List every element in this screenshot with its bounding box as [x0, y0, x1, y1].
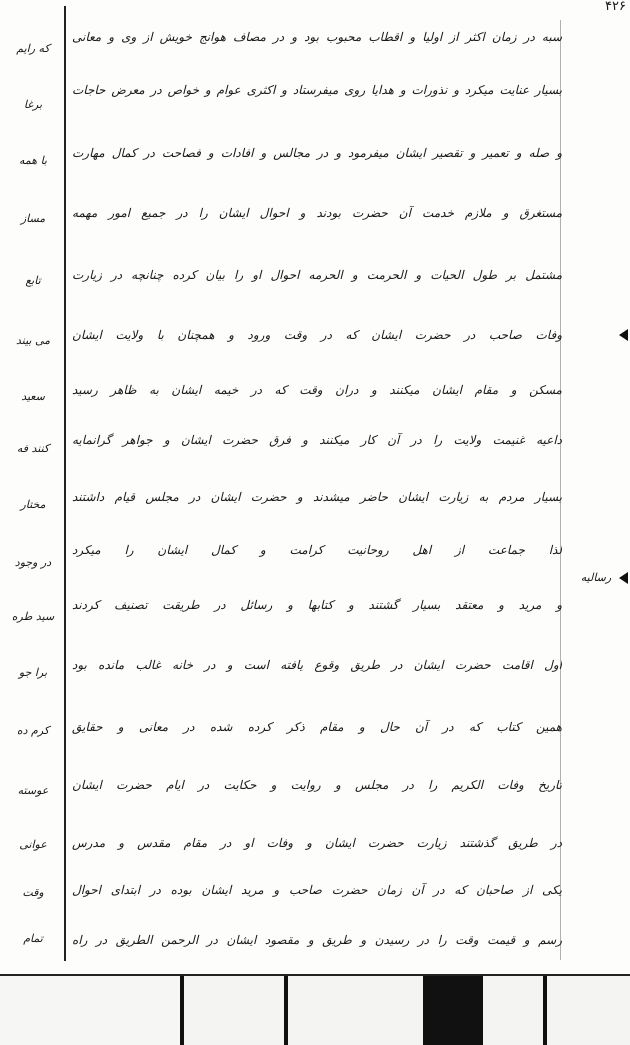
text-line-2: بسیار عنایت میکرد و نذورات و هدایا روی میفرستاد و اکثری عوام و خواص در معرض حاجات [72, 83, 562, 97]
margin-catchword-8: کنند فه [16, 442, 50, 455]
text-line-8: داعیه غنیمت ولایت را در آن کار میکنند و فرق حضرت ایشان و جواهر گرانمایه [72, 433, 562, 447]
margin-arrow-mark-1 [619, 329, 628, 341]
text-line-6: وفات صاحب در حضرت ایشان که در وقت ورود و همچنان با ولایت ایشان [72, 328, 562, 342]
text-line-1: سبه در زمان اکثر از اولیا و اقطاب محبوب بود و در مصاف هوانج خویش از وی و معانی [72, 30, 562, 44]
binding-segment [288, 976, 423, 1045]
margin-catchword-17: تمام [23, 932, 43, 945]
binding-segment [547, 976, 630, 1045]
binding-segment [483, 976, 543, 1045]
page-bottom-edge [0, 966, 630, 1045]
text-line-11: و مرید و معتقد بسیار گشتند و کتابها و رسائل در طریقت تصنیف کردند [72, 598, 562, 612]
page-number: ۴۲۶ [605, 0, 626, 14]
margin-catchword-10: در وجود [14, 556, 52, 569]
text-line-7: مسکن و مقام ایشان میکنند و دران وقت که در خیمه ایشان به ظاهر رسید [72, 383, 562, 397]
margin-catchword-6: می بیند [15, 334, 51, 347]
margin-catchword-7: سعید [21, 390, 45, 403]
text-line-9: بسیار مردم به زیارت ایشان حاضر میشدند و حضرت ایشان در مجلس قیام داشتند [72, 490, 562, 504]
text-line-13: همین کتاب که در آن حال و مقام ذکر کرده شده در معانی و حقایق [72, 720, 562, 734]
margin-catchword-14: عوسته [17, 784, 49, 797]
margin-catchword-3: با همه [19, 154, 47, 167]
binding-segment [184, 976, 284, 1045]
text-line-3: و صله و تعمیر و تقصیر ایشان میفرمود و در مجالس و افادات و فصاحت در کمال مهارت [72, 146, 562, 160]
text-line-4: مستغرق و ملازم خدمت آن حضرت بودند و احوال ایشان را در جمیع امور مهمه [72, 206, 562, 220]
margin-catchword-1: که رایم [16, 42, 50, 55]
binding-segment [0, 976, 180, 1045]
margin-catchword-16: وقت [22, 886, 44, 899]
margin-catchword-13: کرم ده [16, 724, 50, 737]
margin-arrow-mark-2 [619, 572, 628, 584]
text-line-16: یکی از صاحبان که در آن زمان حضرت صاحب و مرید ایشان بوده در ابتدای احوال [72, 883, 562, 897]
margin-catchword-5: تابع [25, 274, 41, 287]
margin-rule-line [64, 6, 66, 961]
margin-catchword-15: عوانی [19, 838, 47, 851]
text-line-5: مشتمل بر طول الحیات و الحرمت و الحرمه احوال او را بیان کرده چنانچه در زیارت [72, 268, 562, 282]
margin-catchword-2: برغا [23, 98, 43, 111]
margin-catchword-11: سید طره [11, 610, 55, 623]
margin-catchword-9: مختار [20, 498, 46, 511]
text-line-14: تاریخ وفات الکریم را در مجلس و روایت و حکایت در ایام حضرت ایشان [72, 778, 562, 792]
text-line-17: رسم و قیمت وقت را در رسیدن و طریق و مقصود ایشان در الرحمن الطریق در راه [72, 933, 562, 947]
margin-catchword-12: برا جو [18, 666, 48, 679]
binding-dark-block [423, 976, 483, 1045]
text-line-15: در طریق گذشتند زیارت حضرت ایشان و وفات او در مقام مقدس و مدرس [72, 836, 562, 850]
right-margin-note: رسالیه [580, 571, 612, 584]
margin-catchword-4: مساز [20, 212, 46, 225]
text-line-12: اول اقامت حضرت ایشان در طریق وقوع یافته است و در خانه غالب مانده بود [72, 658, 562, 672]
text-line-10: لذا جماعت از اهل روحانیت کرامت و کمال ایشان را میکرد [72, 543, 562, 557]
